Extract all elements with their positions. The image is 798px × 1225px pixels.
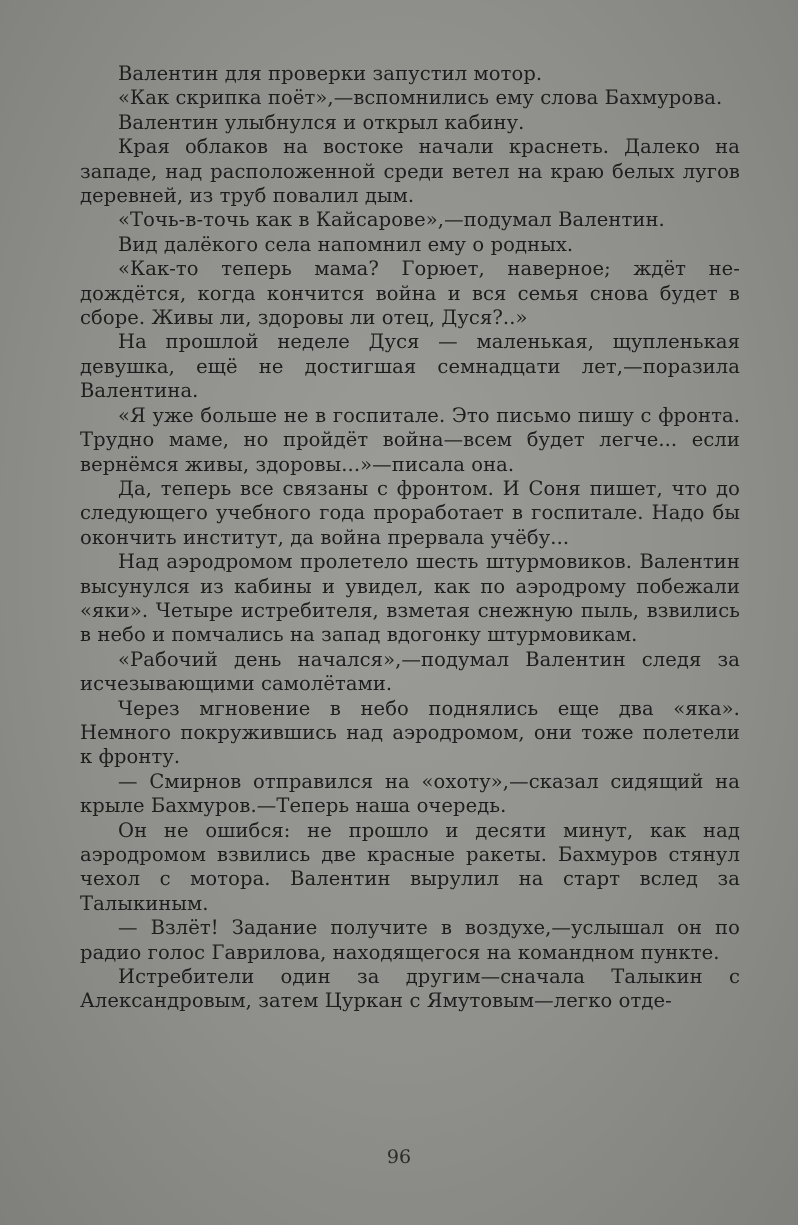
paragraph: «Рабочий день начался»,—подумал Валентин следя за исчезывающими самолётами. (80, 647, 740, 696)
paragraph: Он не ошибся: не прошло и десяти минут, как над аэродромом взвились две красные ракеты. Бахмуров стянул чехол с мотора. Валентин вырулил на старт вслед за Талыкиным. (80, 818, 740, 915)
page-number: 96 (386, 1146, 412, 1168)
paragraph: «Точь-в-точь как в Кайсарове»,—подумал Валентин. (118, 208, 665, 232)
paragraph: Края облаков на востоке начали краснеть. Далеко на западе, над расположенной среди ветел на краю белых лугов деревней, из труб повалил дым. (80, 135, 740, 208)
paragraph: На прошлой неделе Дуся — маленькая, щупленькая девушка, ещё не достигшая семнадцати лет,—поразила Валентина. (80, 330, 740, 403)
page-text (80, 62, 740, 1014)
paragraph: Валентин улыбнулся и открыл кабину. (118, 110, 525, 134)
paragraph: «Как-то теперь мама? Горюет, наверное; ждёт не- дождётся, когда кончится война и вся семья снова будет в сборе. Живы ли, здоровы ли отец, Дуся?..» (80, 257, 740, 330)
paragraph: — Взлёт! Задание получите в воздухе,—услышал он по радио голос Гаврилова, находящегося на командном пункте. (80, 916, 740, 964)
paragraph: Валентин для проверки запустил мотор. (118, 62, 543, 85)
paragraph: Через мгновение в небо поднялись еще два «яка». Немного покружившись над аэродромом, они тоже полетели к фронту. (80, 696, 740, 769)
paragraph: Вид далёкого села напомнил ему о родных. (118, 232, 574, 256)
paragraph: — Смирнов отправился на «охоту»,—сказал сидящий на крыле Бахмуров.—Теперь наша очередь. (80, 769, 740, 818)
paragraph: «Я уже больше не в госпитале. Это письмо пишу с фронта. Трудно маме, но пройдёт война—всем будет легче... если вернёмся живы, здоровы...»—писала она. (80, 403, 740, 476)
paragraph: «Как скрипка поёт»,—вспомнились ему слова Бахмурова. (118, 86, 723, 110)
paragraph: Над аэродромом пролетело шесть штурмовиков. Валентин высунулся из кабины и увидел, как по аэродрому побежали «яки». Четыре истребителя, взметая снежную пыль, взвились в небо и помчались на запад вдогонку штурмовикам. (80, 550, 740, 647)
paragraph: Истребители один за другим—сначала Талыкин с Александровым, затем Цуркан с Ямутовым—легко отде- (80, 965, 740, 1013)
paragraph: Да, теперь все связаны с фронтом. И Соня пишет, что до следующего учебного года проработает в госпитале. Надо бы окончить институт, да война прервала учёбу... (80, 476, 740, 549)
